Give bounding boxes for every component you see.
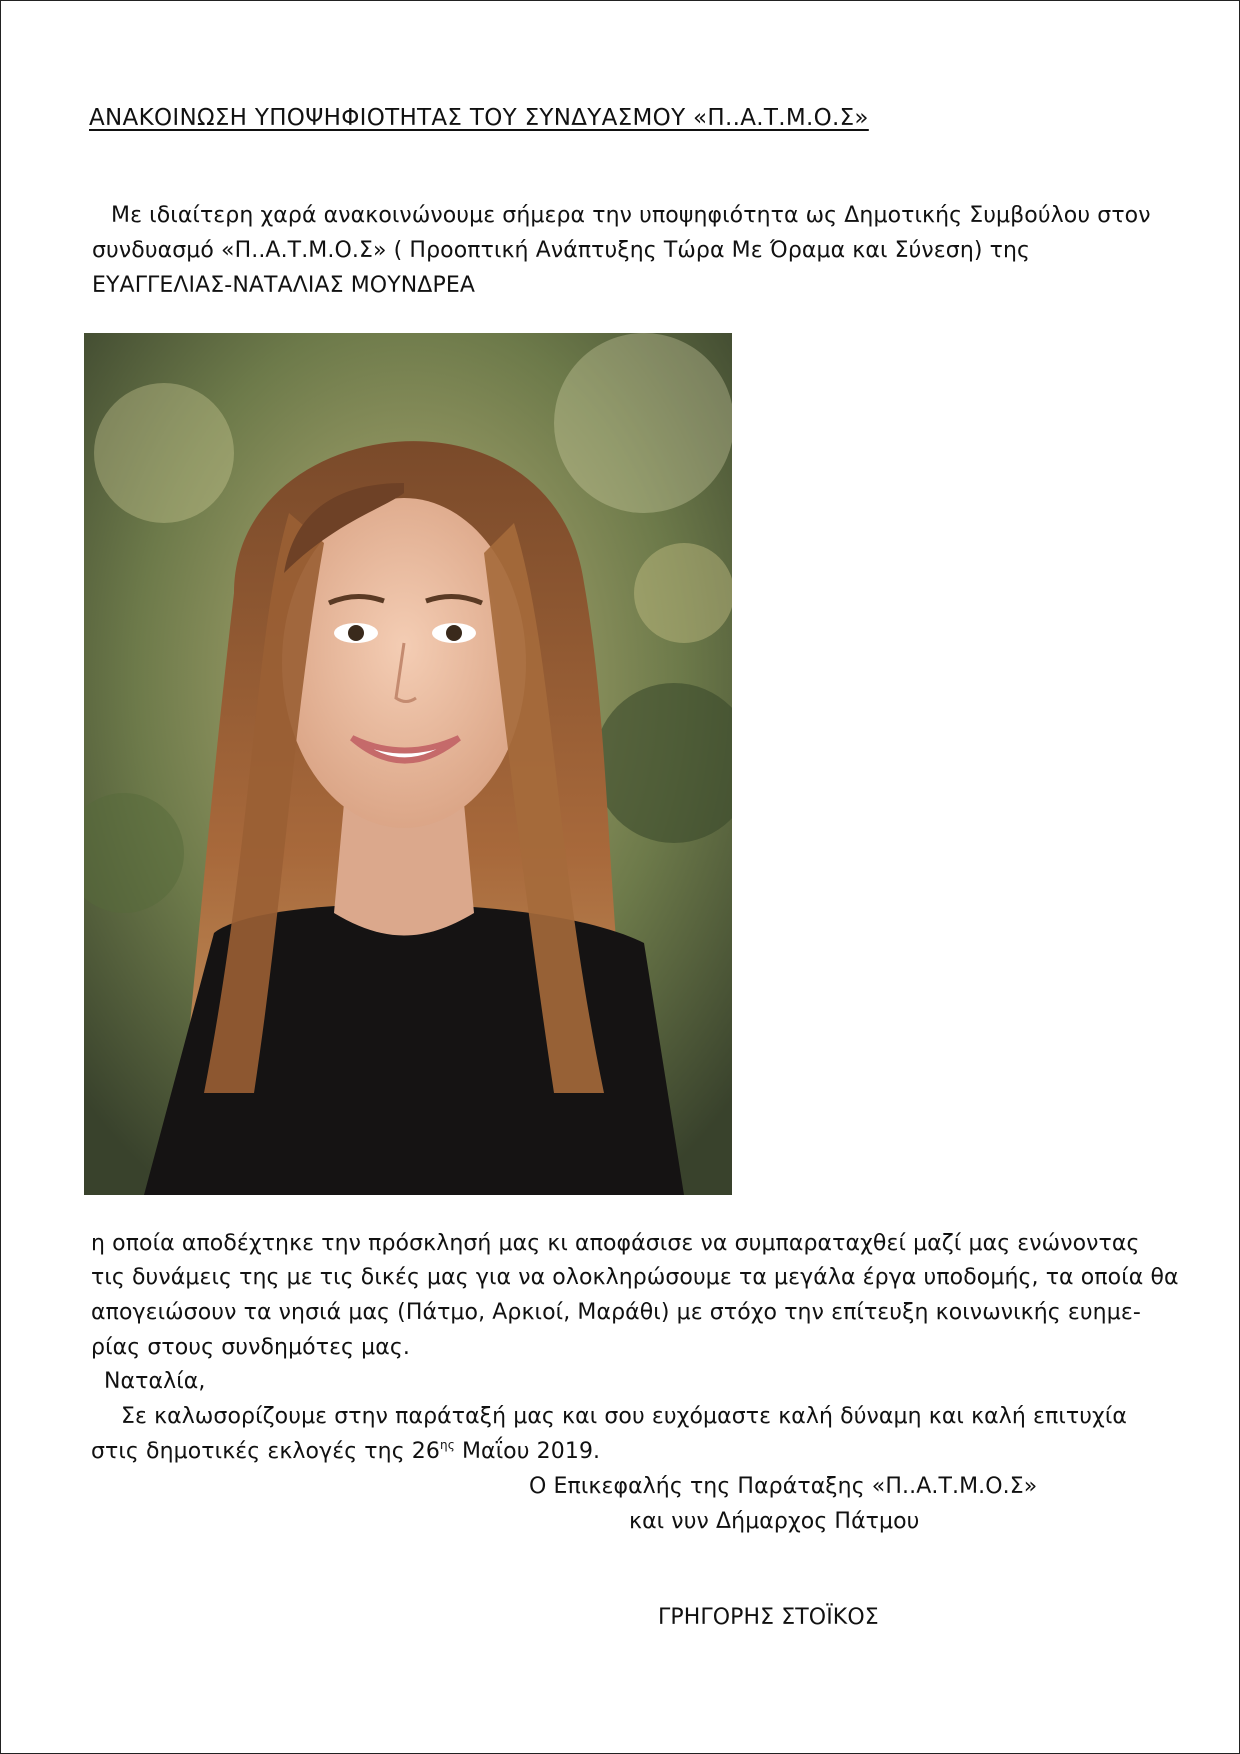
- body-line-4: ρίας στους συνδημότες μας.: [91, 1335, 410, 1360]
- body-line-2: τις δυνάμεις της με τις δικές μας για να ολοκληρώσουμε τα μεγάλα έργα υποδομής, τα οποία θα: [91, 1265, 1179, 1290]
- candidate-name: ΕΥΑΓΓΕΛΙΑΣ-ΝΑΤΑΛΙΑΣ ΜΟΥΝΔΡΕΑ: [92, 273, 475, 298]
- intro-line-2: συνδυασμό «Π..Α.Τ.Μ.Ο.Σ» ( Προοπτική Ανάπτυξης Τώρα Με Όραμα και Σύνεση) της: [92, 238, 1031, 263]
- wish-line-2-text: στις δημοτικές εκλογές της 26: [91, 1439, 440, 1464]
- salutation: Ναταλία,: [104, 1369, 206, 1394]
- signature-role-line-1: Ο Επικεφαλής της Παράταξης «Π..Α.Τ.Μ.Ο.Σ»: [529, 1474, 1038, 1499]
- signature-role-line-2: και νυν Δήμαρχος Πάτμου: [629, 1509, 920, 1534]
- ordinal-suffix: ης: [440, 1438, 455, 1452]
- wish-line-2-end: Μαΐου 2019.: [454, 1439, 601, 1464]
- wish-line-1: Σε καλωσορίζουμε στην παράταξή μας και σου ευχόμαστε καλή δύναμη και καλή επιτυχία: [121, 1404, 1127, 1429]
- body-line-3: απογειώσουν τα νησιά μας (Πάτμο, Αρκιοί, Μαράθι) με στόχο την επίτευξη κοινωνικής ευημε-: [91, 1300, 1141, 1325]
- body-line-1: η οποία αποδέχτηκε την πρόσκλησή μας κι αποφάσισε να συμπαραταχθεί μαζί μας ενώνοντας: [91, 1231, 1140, 1256]
- intro-line-1: Με ιδιαίτερη χαρά ανακοινώνουμε σήμερα την υποψηφιότητα ως Δημοτικής Συμβούλου στον: [111, 203, 1151, 228]
- wish-line-2: [91, 1438, 600, 1464]
- signature-name: ΓΡΗΓΟΡΗΣ ΣΤΟΪΚΟΣ: [658, 1605, 879, 1630]
- announcement-title: ΑΝΑΚΟΙΝΩΣΗ ΥΠΟΨΗΦΙΟΤΗΤΑΣ ΤΟΥ ΣΥΝΔΥΑΣΜΟΥ «Π..Α.Τ.Μ.Ο.Σ»: [89, 105, 869, 131]
- candidate-photo: [84, 333, 732, 1195]
